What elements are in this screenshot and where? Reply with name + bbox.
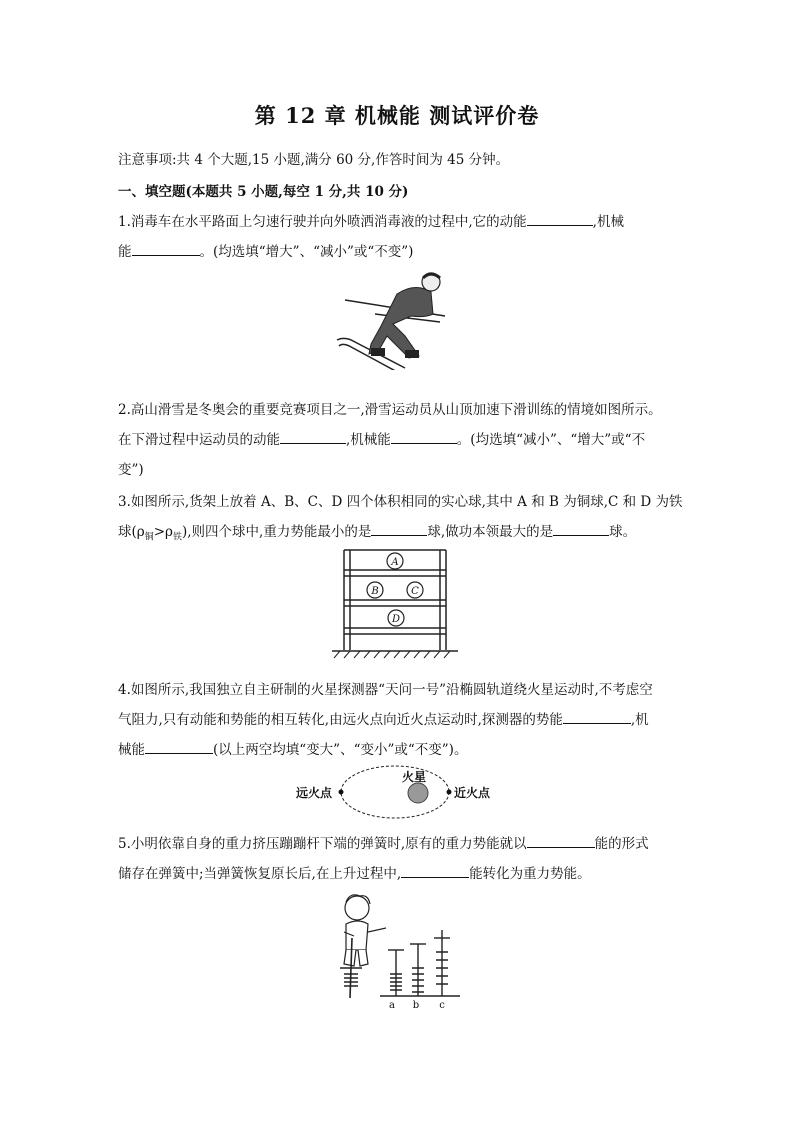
stick-label-a: a xyxy=(389,1000,395,1011)
question-2-line-1: 2.高山滑雪是冬奥会的重要竞赛项目之一,滑雪运动员从山顶加速下滑训练的情境如图所示。 xyxy=(118,402,662,418)
answer-blank[interactable] xyxy=(563,711,631,724)
q3-text-d: 球。 xyxy=(609,524,637,540)
q3-text-b2: >ρ xyxy=(153,524,173,540)
answer-blank[interactable] xyxy=(145,741,213,754)
answer-blank[interactable] xyxy=(132,243,200,256)
question-5-line-1 xyxy=(118,832,649,852)
question-4-line-1: 4.如图所示,我国独立自主研制的火星探测器“天问一号”沿椭圆轨道绕火星运动时,不考虑空 xyxy=(118,682,653,698)
q4-text-e: (以上两空均填“变大”、“变小”或“不变”)。 xyxy=(213,742,468,758)
shelf-figure xyxy=(330,548,460,663)
answer-blank[interactable] xyxy=(401,865,469,878)
q4-text-c: ,机 xyxy=(630,712,649,728)
question-5-line-2 xyxy=(118,862,591,882)
q3-text-b3: ),则四个球中,重力势能最小的是 xyxy=(182,524,372,540)
question-4-line-3 xyxy=(118,738,467,758)
question-4-line-2 xyxy=(118,708,649,728)
stick-label-c: c xyxy=(439,1000,445,1011)
q2-text-d: 。(均选填“减小”、“增大”或“不 xyxy=(456,432,646,448)
question-3-line-2 xyxy=(118,520,636,543)
orbit-figure xyxy=(335,762,455,822)
q1-text-c: 能 xyxy=(118,244,132,260)
answer-blank[interactable] xyxy=(280,431,346,444)
question-1-line-1 xyxy=(118,210,624,230)
answer-blank[interactable] xyxy=(553,523,609,536)
q4-text-d: 械能 xyxy=(118,742,145,758)
q5-text-a: 5.小明依靠自身的重力挤压蹦蹦杆下端的弹簧时,原有的重力势能就以 xyxy=(118,836,527,852)
notice: 注意事项:共 4 个大题,15 小题,满分 60 分,作答时间为 45 分钟。 xyxy=(118,152,510,168)
mars-planet xyxy=(408,783,428,803)
q2-text-b: 在下滑过程中运动员的动能 xyxy=(118,432,280,448)
near-point-dot xyxy=(447,790,452,795)
ball-label-b: B xyxy=(371,586,379,597)
question-2-line-3: 变”) xyxy=(118,462,144,478)
section-heading: 一、填空题(本题共 5 小题,每空 1 分,共 10 分) xyxy=(118,184,409,200)
q3-sub-copper: 铜 xyxy=(144,532,154,543)
near-point-label: 近火点 xyxy=(454,786,491,800)
question-2-line-2 xyxy=(118,428,645,448)
answer-blank[interactable] xyxy=(391,431,457,444)
question-3-line-1: 3.如图所示,货架上放着 A、B、C、D 四个体积相同的实心球,其中 A 和 B 为铜球,C 和 D 为铁 xyxy=(118,494,683,510)
answer-blank[interactable] xyxy=(371,523,427,536)
answer-blank[interactable] xyxy=(527,213,593,226)
ball-label-d: D xyxy=(391,614,401,625)
q3-text-c: 球,做功本领最大的是 xyxy=(427,524,554,540)
far-point-label: 远火点 xyxy=(296,786,333,800)
ball-label-a: A xyxy=(391,557,399,568)
page-title: 第 12 章 机械能 测试评价卷 xyxy=(254,103,540,128)
skier-figure xyxy=(335,270,465,370)
q1-text-a: 1.消毒车在水平路面上匀速行驶并向外喷洒消毒液的过程中,它的动能 xyxy=(118,214,527,230)
far-point-dot xyxy=(339,790,344,795)
q1-text-d: 。(均选填“增大”、“减小”或“不变”) xyxy=(199,244,414,260)
q2-text-c: ,机械能 xyxy=(346,432,391,448)
ball-label-c: C xyxy=(411,586,419,597)
answer-blank[interactable] xyxy=(527,835,595,848)
q5-text-c: 储存在弹簧中;当弹簧恢复原长后,在上升过程中, xyxy=(118,866,402,882)
q1-text-b: ,机械 xyxy=(592,214,624,230)
mars-label: 火星 xyxy=(402,770,427,784)
pogo-figure xyxy=(330,888,480,1013)
question-1-line-2 xyxy=(118,240,413,260)
q4-text-b: 气阻力,只有动能和势能的相互转化,由远火点向近火点运动时,探测器的势能 xyxy=(118,712,563,728)
stick-label-b: b xyxy=(412,1000,420,1011)
q5-text-d: 能转化为重力势能。 xyxy=(469,866,591,882)
q5-text-b: 能的形式 xyxy=(594,836,649,852)
q3-sub-iron: 铁 xyxy=(172,532,182,543)
q3-text-b1: 球(ρ xyxy=(118,524,145,540)
